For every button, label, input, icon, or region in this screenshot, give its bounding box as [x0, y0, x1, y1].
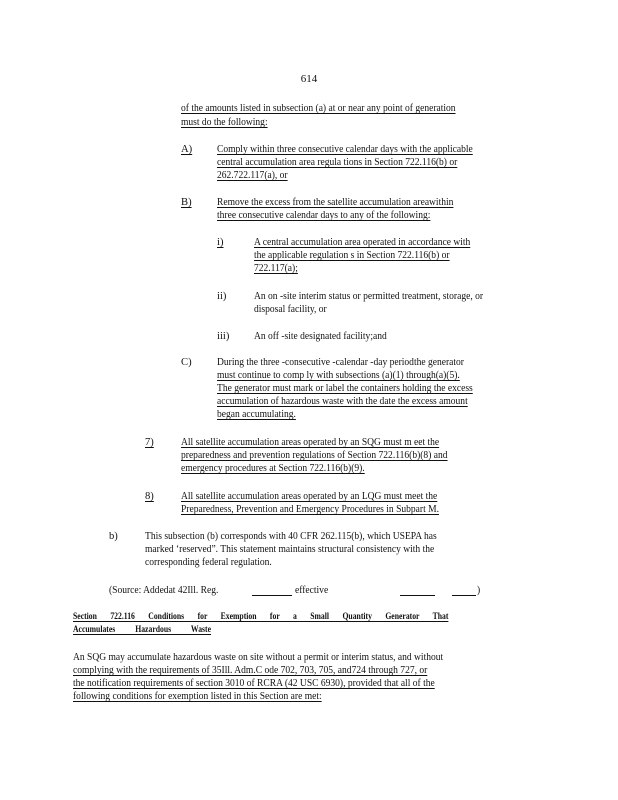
item-b-line-2: three consecutive calendar days to any of the following:: [217, 210, 431, 221]
item-b-i-label: i): [217, 237, 224, 248]
item-b-iii-line-1: An off -site designated facility;and: [254, 331, 387, 342]
item-7-line-1: All satellite accumulation areas operated by an SQG must m eet the: [181, 437, 440, 448]
intro-line-1: of the amounts listed in subsection (a) at or near any point of generation: [181, 103, 456, 114]
source-blank-3: [452, 595, 476, 596]
item-b-lower-line-2: marked ‘reserved”. This statement maintains structural consistency with the: [145, 544, 435, 555]
item-b-i-line-1: A central accumulation area operated in accordance with: [254, 237, 471, 248]
item-c-label: C): [181, 357, 192, 368]
item-b-lower-line-3: corresponding federal regulation.: [145, 557, 272, 568]
item-7-label: 7): [145, 437, 154, 448]
item-8-line-1: All satellite accumulation areas operated by an LQG must meet the: [181, 491, 438, 502]
item-a-line-2: central accumulation area regula tions in Section 722.116(b) or: [217, 157, 458, 168]
intro-line-2: must do the following:: [181, 117, 268, 128]
body-line-2: complying with the requirements of 35Ill. Adm.C ode 702, 703, 705, and724 through 727, or: [73, 665, 428, 676]
body-line-4: following conditions for exemption listed in this Section are met:: [73, 691, 322, 702]
item-a-label: A): [181, 144, 193, 155]
item-b-iii-label: iii): [217, 331, 230, 342]
item-b-ii-line-2: disposal facility, or: [254, 304, 327, 315]
item-b-lower-label: b): [109, 531, 118, 542]
item-a-line-3: 262.722.117(a), or: [217, 170, 288, 181]
item-b-ii-label: ii): [217, 291, 227, 302]
item-b-lower-line-1: This subsection (b) corresponds with 40 CFR 262.115(b), which USEPA has: [145, 531, 437, 542]
source-blank-2: [400, 595, 435, 596]
item-b-label: B): [181, 197, 192, 208]
item-c-line-1: During the three -consecutive -calendar -day periodthe generator: [217, 357, 464, 368]
body-line-1: An SQG may accumulate hazardous waste on site without a permit or interim status, and without: [73, 652, 444, 663]
source-note-prefix: (Source: Addedat 42Ill. Reg.: [109, 585, 219, 596]
item-8-line-2: Preparedness, Prevention and Emergency Procedures in Subpart M.: [181, 504, 439, 515]
page-number: 614: [300, 73, 318, 85]
item-7-line-2: preparedness and prevention regulations of Section 722.116(b)(8) and: [181, 450, 448, 461]
item-c-line-4: accumulation of hazardous waste with the date the excess amount: [217, 396, 468, 407]
source-note-close: ): [477, 585, 481, 596]
body-line-3: the notification requirements of section 3010 of RCRA (42 USC 6930), provided that all of the: [73, 678, 435, 689]
item-b-i-line-2: the applicable regulation s in Section 722.116(b) or: [254, 250, 450, 261]
source-note-effective: effective: [295, 585, 329, 596]
item-c-line-5: began accumulating.: [217, 409, 296, 420]
item-c-line-3: The generator must mark or label the containers holding the excess: [217, 383, 473, 394]
item-c-line-2: must continue to comp ly with subsections (a)(1) through(a)(5).: [217, 370, 460, 381]
section-heading-line-2: Accumulates Hazardous Waste: [73, 625, 212, 635]
item-b-i-line-3: 722.117(a);: [254, 263, 298, 274]
item-b-line-1: Remove the excess from the satellite accumulation areawithin: [217, 197, 454, 208]
item-a-line-1: Comply within three consecutive calendar days with the applicable: [217, 144, 473, 155]
source-blank-1: [252, 595, 292, 596]
item-8-label: 8): [145, 491, 154, 502]
section-heading-line-1: Section 722.116 Conditions for Exemption for a Small Quantity Generator That: [73, 612, 449, 622]
item-7-line-3: emergency procedures at Section 722.116(b)(9).: [181, 463, 365, 474]
item-b-ii-line-1: An on -site interim status or permitted treatment, storage, or: [254, 291, 484, 302]
